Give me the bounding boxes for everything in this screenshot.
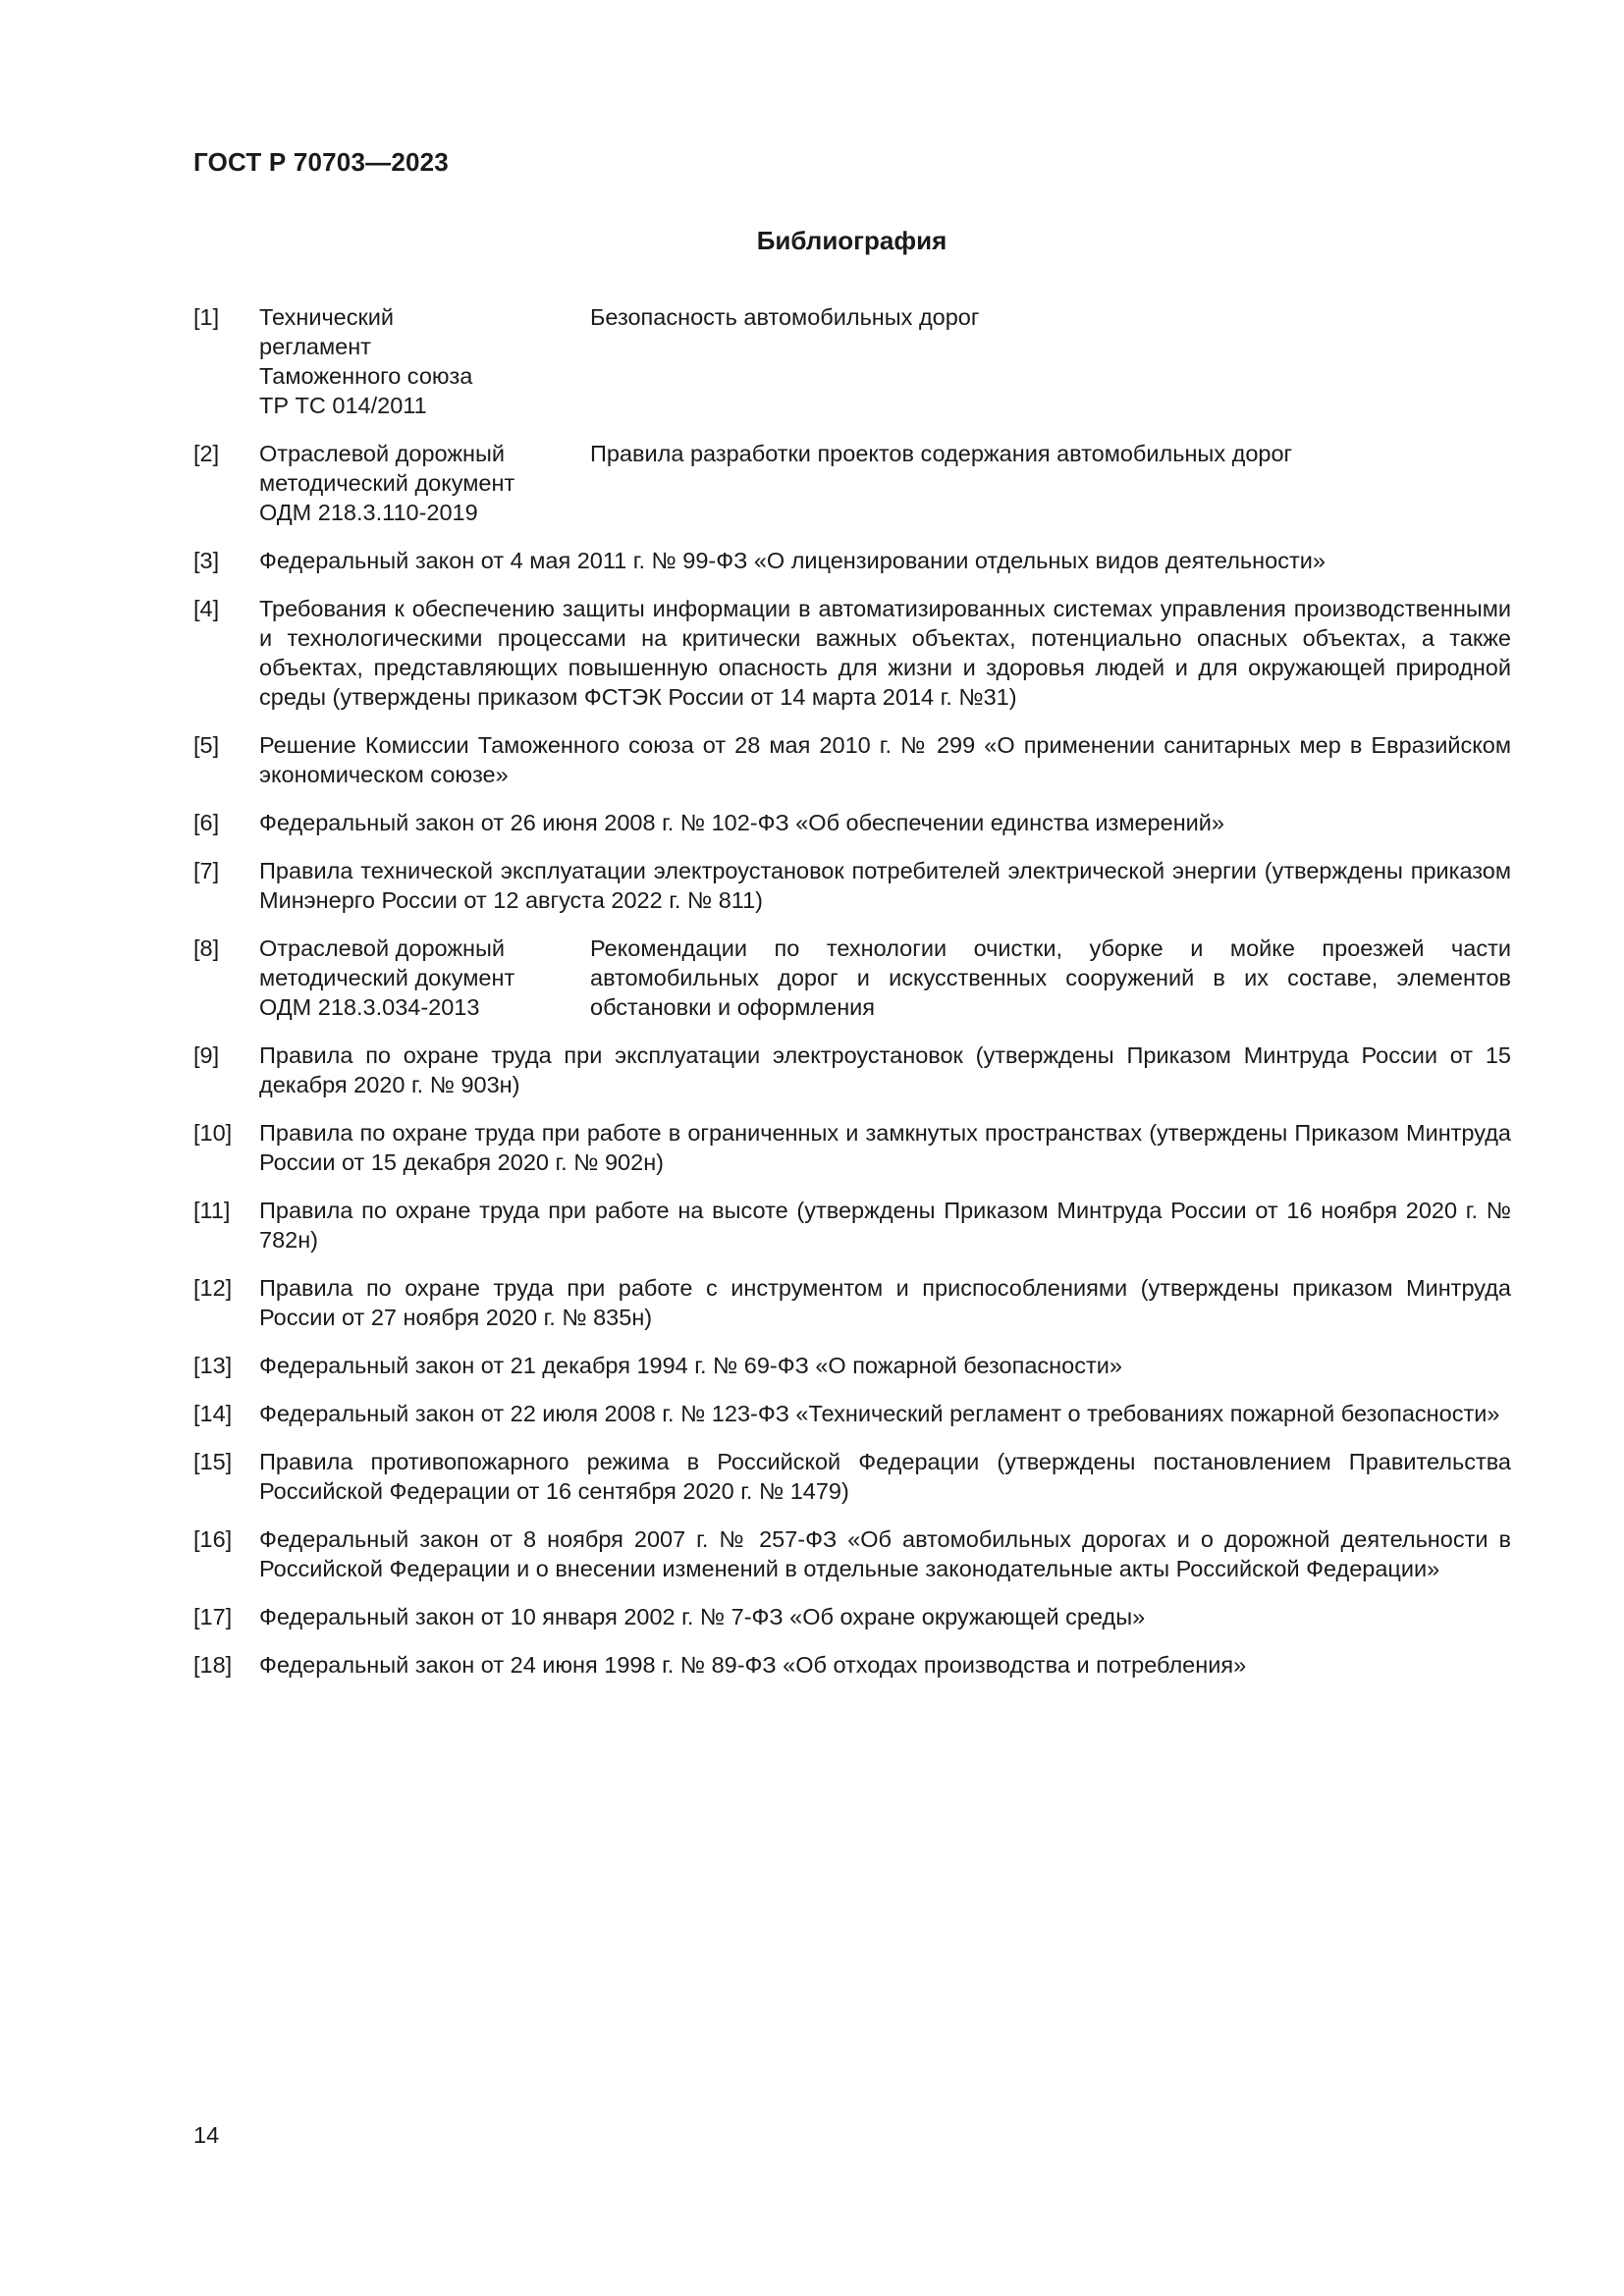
bibliography-list [193, 302, 1511, 1698]
entry-title: Правила разработки проектов содержания автомобильных дорог [590, 441, 1293, 466]
bibliography-entry [193, 808, 1511, 837]
bibliography-entry [193, 1196, 1511, 1255]
bibliography-entry [193, 302, 1511, 420]
bibliography-entry [193, 730, 1511, 789]
entry-source: Технический регламент Таможенного союза ТР ТС 014/2011 [259, 304, 473, 418]
entry-number: [14] [193, 1401, 233, 1426]
document-code-header: ГОСТ Р 70703—2023 [193, 147, 449, 177]
bibliography-entry [193, 934, 1511, 1022]
entry-number: [17] [193, 1604, 233, 1629]
bibliography-entry [193, 1273, 1511, 1332]
entry-text: Правила технической эксплуатации электроустановок потребителей электрической энергии (утверждены приказом Минэнерго России от 12 августа 2022 г. № 811) [259, 858, 1511, 913]
page-number: 14 [193, 2122, 220, 2148]
entry-text: Правила по охране труда при работе на высоте (утверждены Приказом Минтруда России от 16 ноября 2020 г. № 782н) [259, 1198, 1511, 1253]
entry-number: [15] [193, 1449, 233, 1474]
entry-number: [2] [193, 441, 220, 466]
bibliography-entry [193, 1524, 1511, 1583]
bibliography-entry [193, 1351, 1511, 1380]
entry-number: [7] [193, 858, 220, 883]
entry-text: Федеральный закон от 24 июня 1998 г. № 89-ФЗ «Об отходах производства и потребления» [259, 1652, 1247, 1678]
entry-text: Правила по охране труда при работе с инструментом и приспособлениями (утверждены приказом Минтруда России от 27 ноября 2020 г. № 835н) [259, 1275, 1511, 1330]
entry-text: Федеральный закон от 21 декабря 1994 г. № 69-ФЗ «О пожарной безопасности» [259, 1353, 1122, 1378]
entry-number: [11] [193, 1198, 231, 1223]
entry-number: [13] [193, 1353, 233, 1378]
entry-source: Отраслевой дорожный методический документ ОДМ 218.3.034-2013 [259, 935, 515, 1020]
entry-title: Безопасность автомобильных дорог [590, 304, 980, 330]
bibliography-entry [193, 1602, 1511, 1631]
entry-number: [4] [193, 596, 220, 621]
entry-number: [1] [193, 304, 220, 330]
entry-text: Требования к обеспечению защиты информации в автоматизированных системах управления производственными и технологическими процессами на критически важных объектах, потенциально опасных объектах, а также объектах, представляющих повышенную опасность для жизни и здоровья людей и для окружающей природной среды (утверждены приказом ФСТЭК России от 14 марта 2014 г. №31) [259, 596, 1511, 710]
entry-text: Федеральный закон от 10 января 2002 г. № 7-ФЗ «Об охране окружающей среды» [259, 1604, 1146, 1629]
entry-text: Федеральный закон от 22 июля 2008 г. № 123-ФЗ «Технический регламент о требованиях пожарной безопасности» [259, 1401, 1500, 1426]
bibliography-entry [193, 1650, 1511, 1680]
entry-title: Рекомендации по технологии очистки, уборке и мойке проезжей части автомобильных дорог и искусственных сооружений в их составе, элементов обстановки и оформления [590, 935, 1511, 1020]
entry-number: [10] [193, 1120, 233, 1146]
bibliography-entry [193, 594, 1511, 712]
bibliography-entry [193, 1447, 1511, 1506]
entry-text: Решение Комиссии Таможенного союза от 28 мая 2010 г. № 299 «О применении санитарных мер в Евразийском экономическом союзе» [259, 732, 1511, 787]
bibliography-entry [193, 856, 1511, 915]
entry-text: Правила по охране труда при эксплуатации электроустановок (утверждены Приказом Минтруда России от 15 декабря 2020 г. № 903н) [259, 1042, 1511, 1097]
entry-text: Правила противопожарного режима в Российской Федерации (утверждены постановлением Правительства Российской Федерации от 16 сентября 2020 г. № 1479) [259, 1449, 1511, 1504]
entry-number: [3] [193, 548, 220, 573]
bibliography-entry [193, 546, 1511, 575]
entry-number: [9] [193, 1042, 220, 1068]
entry-text: Федеральный закон от 26 июня 2008 г. № 102-ФЗ «Об обеспечении единства измерений» [259, 810, 1224, 835]
entry-text: Федеральный закон от 4 мая 2011 г. № 99-ФЗ «О лицензировании отдельных видов деятельности» [259, 548, 1326, 573]
entry-number: [18] [193, 1652, 233, 1678]
entry-number: [5] [193, 732, 220, 758]
entry-number: [16] [193, 1526, 233, 1552]
bibliography-entry [193, 1399, 1511, 1428]
entry-text: Федеральный закон от 8 ноября 2007 г. № 257-ФЗ «Об автомобильных дорогах и о дорожной деятельности в Российской Федерации и о внесении изменений в отдельные законодательные акты Российской Федерации» [259, 1526, 1511, 1581]
entry-number: [8] [193, 935, 220, 961]
section-title: Библиография [756, 226, 947, 255]
entry-number: [12] [193, 1275, 233, 1301]
entry-number: [6] [193, 810, 220, 835]
entry-text: Правила по охране труда при работе в ограниченных и замкнутых пространствах (утверждены Приказом Минтруда России от 15 декабря 2020 г. № 902н) [259, 1120, 1511, 1175]
entry-source: Отраслевой дорожный методический документ ОДМ 218.3.110-2019 [259, 441, 515, 525]
bibliography-entry [193, 1118, 1511, 1177]
bibliography-entry [193, 1041, 1511, 1099]
bibliography-entry [193, 439, 1511, 527]
